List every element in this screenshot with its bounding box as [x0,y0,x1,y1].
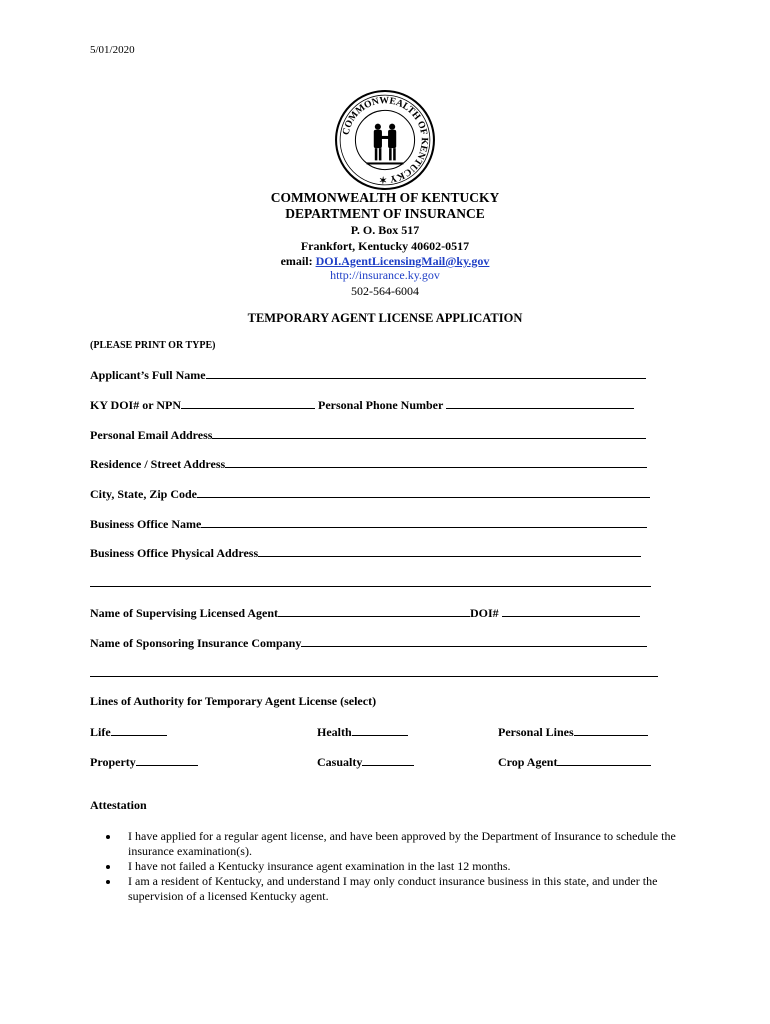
form-title: TEMPORARY AGENT LICENSE APPLICATION [247,311,523,325]
email-line [0,254,770,269]
loa-property-label: Property [90,755,136,769]
loa-property-field[interactable] [136,754,198,766]
personal-email-field[interactable] [212,427,646,439]
department-name: DEPARTMENT OF INSURANCE [285,206,485,221]
business-address-line-2[interactable] [90,586,651,587]
applicant-name-field[interactable] [206,367,646,379]
loa-personal-lines [498,724,648,740]
phone-number: 502-564-6004 [351,284,419,298]
sponsoring-company-line-2[interactable] [90,676,658,677]
sponsoring-company-label: Name of Sponsoring Insurance Company [90,636,302,650]
residence-label: Residence / Street Address [90,457,226,471]
po-box: P. O. Box 517 [350,223,420,237]
loa-life [90,724,167,740]
business-name-label: Business Office Name [90,517,202,531]
attestation-item: • I am a resident of Kentucky, and understand I may only conduct insurance business in this state, and under the supervision of a licensed Kentucky agent. [120,874,680,904]
doi-npn-label: KY DOI# or NPN [90,398,181,412]
city-line: Frankfort, Kentucky 40602-0517 [300,239,470,253]
residence-field[interactable] [225,456,647,468]
loa-life-label: Life [90,725,111,739]
personal-email-label: Personal Email Address [90,428,213,442]
attestation-item: • I have applied for a regular agent license, and have been approved by the Department of Insurance to schedule the insurance examination(s). [120,829,680,859]
email-link[interactable]: DOI.AgentLicensingMail@ky.gov [315,254,490,268]
business-name-field[interactable] [201,516,647,528]
business-address-row [90,545,641,561]
loa-heading: Lines of Authority for Temporary Agent License (select) [90,694,377,708]
loa-personal-lines-label: Personal Lines [498,725,574,739]
applicant-name-row [90,367,646,383]
loa-casualty-field[interactable] [362,754,414,766]
loa-crop-agent-label: Crop Agent [498,755,558,769]
loa-health-label: Health [317,725,352,739]
business-address-label: Business Office Physical Address [90,546,259,560]
kentucky-seal-logo [334,89,436,191]
svg-text:COMMONWEALTH OF KENTUCKY ✶: COMMONWEALTH OF KENTUCKY ✶ [340,95,430,185]
loa-casualty-label: Casualty [317,755,363,769]
business-name-row [90,516,647,532]
website-link[interactable]: http://insurance.ky.gov [330,268,440,282]
loa-health [317,724,408,740]
city-state-zip-row [90,486,650,502]
supervising-agent-field[interactable] [278,605,470,617]
loa-casualty [317,754,414,770]
doi-number-label: DOI# [470,606,499,620]
city-state-zip-field[interactable] [197,486,650,498]
doi-phone-row [90,397,634,413]
personal-phone-field[interactable] [446,397,634,409]
business-address-field[interactable] [258,545,641,557]
doi-number-field[interactable] [502,605,640,617]
attestation-item: • I have not failed a Kentucky insurance agent examination in the last 12 months. [120,859,680,874]
applicant-name-label: Applicant’s Full Name [90,368,206,382]
loa-health-field[interactable] [352,724,408,736]
residence-row [90,456,647,472]
supervising-agent-row [90,605,640,621]
email-label: email: [280,254,316,268]
sponsoring-company-row [90,635,647,651]
org-name: COMMONWEALTH OF KENTUCKY [270,190,500,205]
loa-crop-agent-field[interactable] [557,754,651,766]
personal-email-row [90,427,646,443]
supervising-agent-label: Name of Supervising Licensed Agent [90,606,279,620]
loa-life-field[interactable] [111,724,167,736]
loa-personal-lines-field[interactable] [574,724,648,736]
sponsoring-company-field[interactable] [301,635,647,647]
attestation-heading: Attestation [90,798,147,812]
city-state-zip-label: City, State, Zip Code [90,487,198,501]
attestation-list [100,829,680,904]
form-date: 5/01/2020 [90,44,135,56]
personal-phone-label: Personal Phone Number [318,398,444,412]
loa-crop-agent [498,754,651,770]
print-note: (PLEASE PRINT OR TYPE) [90,340,216,351]
doi-npn-field[interactable] [181,397,315,409]
loa-property [90,754,198,770]
